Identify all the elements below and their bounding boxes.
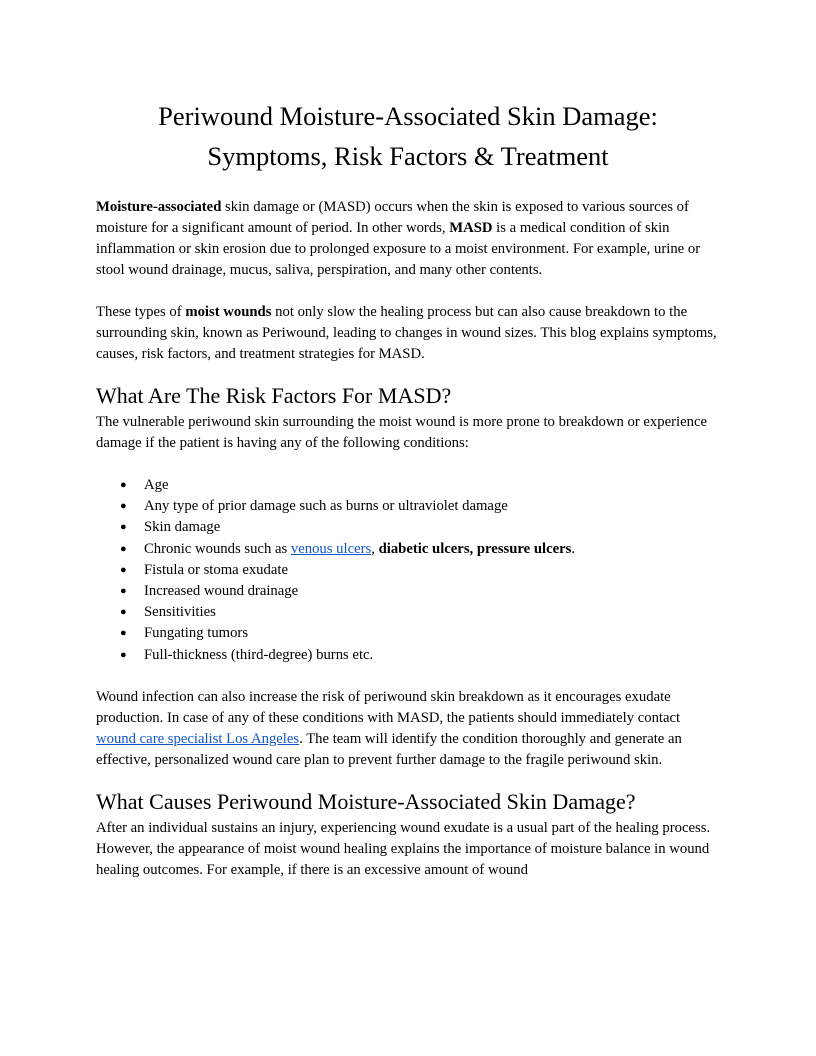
list-item bbox=[96, 581, 720, 602]
page-title bbox=[96, 96, 720, 176]
intro-text: is a medical condition of skin inflammation or skin erosion due to prolonged exposure to a moist environment. For example, urine or stool wound drainage, mucus, saliva, perspiration, and many other contents. bbox=[96, 220, 701, 278]
list-item-text: Fistula or stoma exudate bbox=[144, 561, 288, 578]
intro-text: skin damage or (MASD) occurs when the skin is exposed to various sources of moisture for a significant amount of period. In other words, bbox=[96, 199, 689, 236]
list-item bbox=[96, 496, 720, 517]
list-item bbox=[96, 475, 720, 496]
bullet-icon: ● bbox=[120, 606, 127, 619]
risk-after-paragraph bbox=[96, 687, 720, 771]
risk-factor-list bbox=[96, 475, 720, 666]
wound-care-specialist-link[interactable]: wound care specialist Los Angeles bbox=[96, 730, 300, 747]
bullet-icon: ● bbox=[120, 563, 127, 576]
intro-text: not only slow the healing process but can also cause breakdown to the surrounding skin, known as Periwound, leading to changes in wound sizes. This blog explains symptoms, causes, risk factors, and treatment strategies for MASD. bbox=[96, 304, 717, 362]
venous-ulcers-link[interactable]: venous ulcers bbox=[290, 540, 372, 557]
list-item-text: Any type of prior damage such as burns or ultraviolet damage bbox=[144, 498, 508, 515]
intro-paragraph-2 bbox=[96, 302, 720, 365]
list-item-text: . bbox=[571, 540, 576, 557]
paragraph-text: Wound infection can also increase the risk of periwound skin breakdown as it encourages exudate production. In case of any of these conditions with MASD, the patients should immediately contact bbox=[96, 688, 681, 726]
intro-text: These types of bbox=[96, 304, 186, 320]
causes-paragraph: After an individual sustains an injury, experiencing wound exudate is a usual part of the healing process. However, the appearance of moist wound healing explains the importance of moisture balance in wound healing outcomes. For example, if there is an excessive amount of wound bbox=[96, 819, 711, 878]
list-item bbox=[96, 539, 720, 560]
paragraph-text: . The team will identify the condition thoroughly and generate an effective, personalized wound care plan to prevent further damage to the fragile periwound skin. bbox=[96, 730, 682, 768]
title-line-1: Periwound Moisture-Associated Skin Damage: bbox=[158, 101, 658, 131]
title-line-2: Symptoms, Risk Factors & Treatment bbox=[207, 141, 609, 171]
bullet-icon: ● bbox=[120, 521, 127, 534]
document-page bbox=[96, 96, 720, 881]
list-item-bold-ulcers: diabetic ulcers, pressure ulcers bbox=[378, 540, 572, 557]
list-item-text: Skin damage bbox=[144, 519, 221, 536]
intro-bold-masd-term: Moisture-associated bbox=[96, 199, 222, 215]
intro-bold-moist-wounds: moist wounds bbox=[185, 304, 272, 320]
list-item bbox=[96, 560, 720, 581]
bullet-icon: ● bbox=[120, 585, 127, 598]
list-item bbox=[96, 645, 720, 666]
intro-paragraph-1 bbox=[96, 197, 720, 281]
list-item-text: Chronic wounds such as bbox=[144, 540, 291, 557]
list-item-text: Full-thickness (third-degree) burns etc. bbox=[144, 646, 374, 663]
bullet-icon: ● bbox=[120, 500, 127, 513]
section-heading-causes: What Causes Periwound Moisture-Associated Skin Damage? bbox=[96, 788, 636, 814]
section-heading-risk-factors: What Are The Risk Factors For MASD? bbox=[96, 383, 452, 408]
list-item bbox=[96, 602, 720, 623]
intro-bold-masd: MASD bbox=[449, 220, 493, 236]
bullet-icon: ● bbox=[120, 479, 127, 491]
list-item-text: Fungating tumors bbox=[144, 625, 249, 642]
bullet-icon: ● bbox=[120, 627, 127, 640]
bullet-icon: ● bbox=[120, 648, 127, 661]
list-item bbox=[96, 517, 720, 538]
list-item-text: Age bbox=[144, 477, 169, 493]
list-item bbox=[96, 623, 720, 644]
list-item-text: Increased wound drainage bbox=[144, 583, 299, 600]
list-item-text: , bbox=[371, 540, 379, 557]
risk-lead-paragraph: The vulnerable periwound skin surrounding the moist wound is more prone to breakdown or experience damage if the patient is having any of the following conditions: bbox=[96, 414, 708, 451]
bullet-icon: ● bbox=[120, 542, 127, 555]
list-item-text: Sensitivities bbox=[144, 604, 216, 621]
